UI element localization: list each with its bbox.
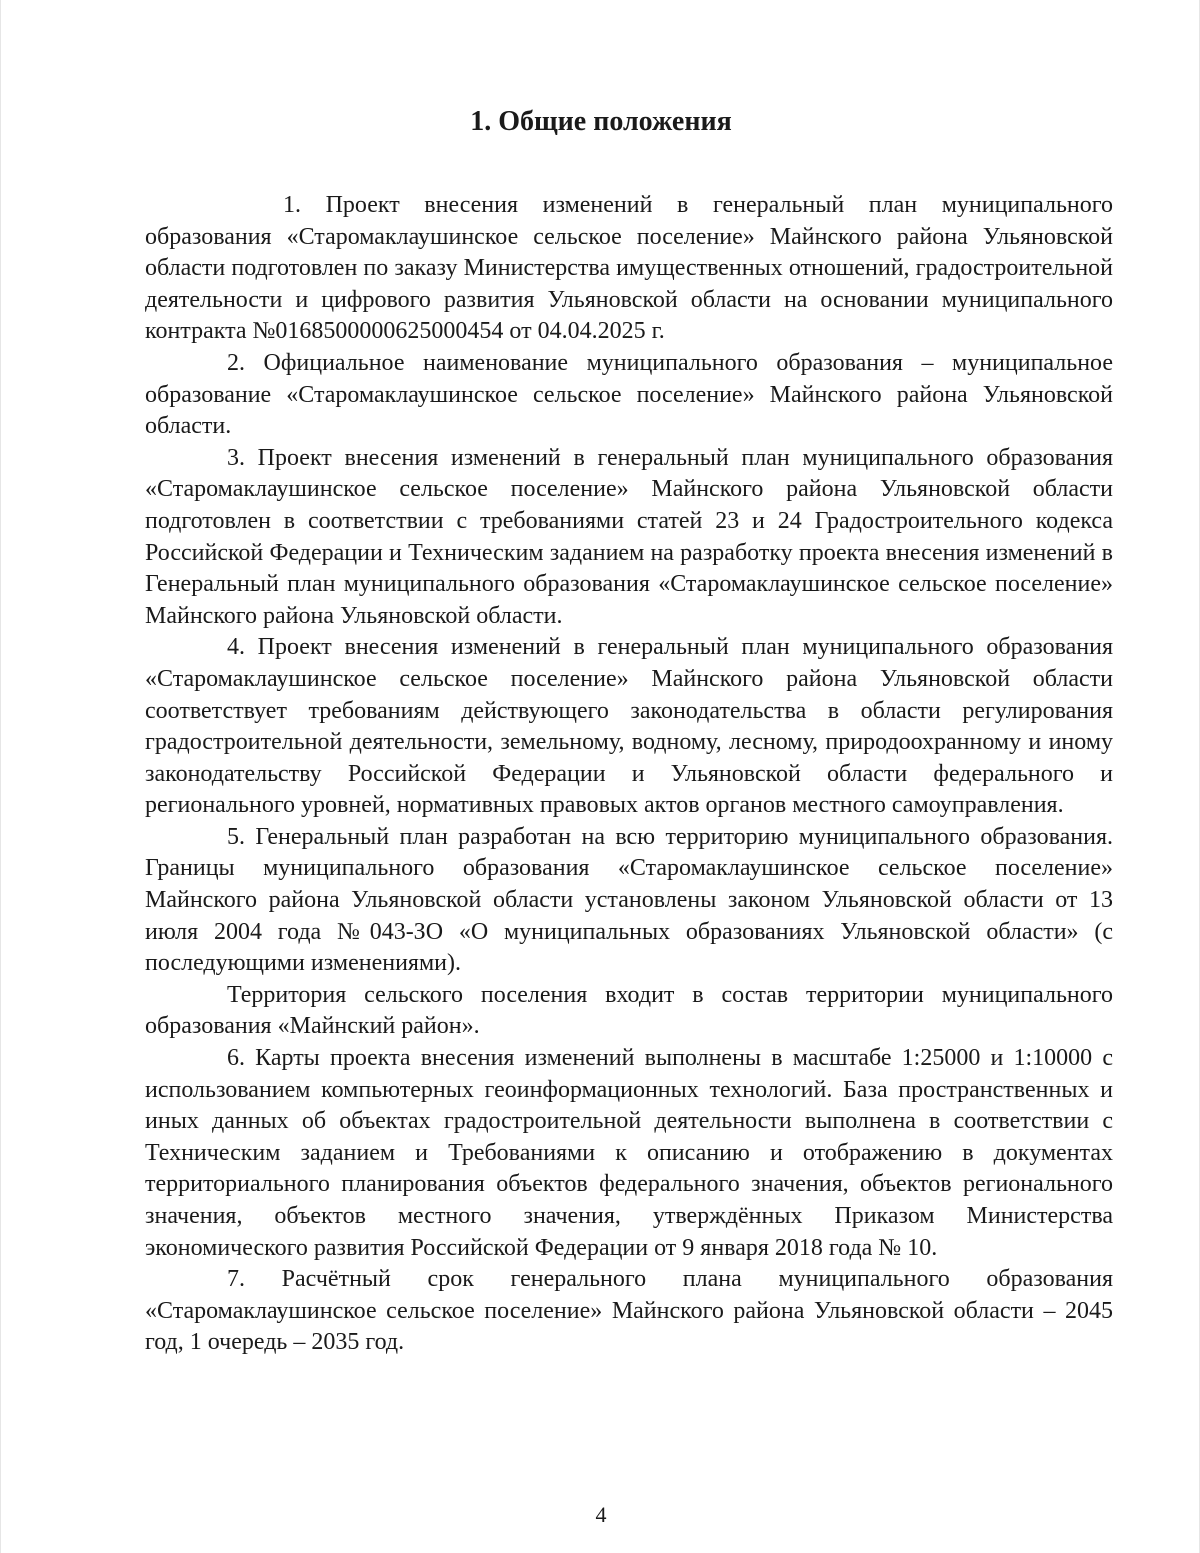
paragraph-2: 2. Официальное наименование муниципального образования – муниципальное образование «Старомаклаушинское сельское поселение» Майнского района Ульяновской области. bbox=[145, 349, 1113, 440]
paragraph-1: 1. Проект внесения изменений в генеральный план муниципального образования «Старомаклаушинское сельское поселение» Майнского района Ульяновской области подготовлен по заказу Министерства имущественных отношений, градостроительной деятельности и цифрового развития Ульяновской области на основании муниципального контракта №0168500000625000454 от 04.04.2025 г. bbox=[145, 192, 1113, 345]
paragraph-5-continued: Территория сельского поселения входит в состав территории муниципального образования «Майнский район». bbox=[145, 981, 1113, 1040]
document-body bbox=[145, 190, 1113, 1359]
paragraph-5: 5. Генеральный план разработан на всю территорию муниципального образования. Границы муниципального образования «Старомаклаушинское сельское поселение» Майнского района Ульяновской области установлены законом Ульяновской области от 13 июля 2004 года №043-ЗО «О муниципальных образованиях Ульяновской области» (с последующими изменениями). bbox=[145, 823, 1113, 977]
paragraph-6: 6. Карты проекта внесения изменений выполнены в масштабе 1:25000 и 1:10000 с использованием компьютерных геоинформационных технологий. База пространственных и иных данных об объектах градостроительной деятельности выполнена в соответствии с Техническим заданием и Требованиями к описанию и отображению в документах территориального планирования объектов федерального значения, объектов регионального значения, объектов местного значения, утверждённых Приказом Министерства экономического развития Российской Федерации от 9 января 2018 года № 10. bbox=[145, 1045, 1113, 1261]
page-number: 4 bbox=[595, 1502, 607, 1527]
paragraph-4: 4. Проект внесения изменений в генеральный план муниципального образования «Старомаклаушинское сельское поселение» Майнского района Ульяновской области соответствует требованиям действующего законодательства в области регулирования градостроительной деятельности, земельному, водному, лесному, природоохранному и иному законодательству Российской Федерации и Ульяновской области федерального и регионального уровней, нормативных правовых актов органов местного самоуправления. bbox=[145, 634, 1113, 819]
section-heading: 1. Общие положения bbox=[470, 106, 732, 137]
paragraph-7: 7. Расчётный срок генерального плана муниципального образования «Старомаклаушинское сельское поселение» Майнского района Ульяновской области – 2045 год, 1 очередь – 2035 год. bbox=[145, 1266, 1113, 1356]
paragraph-3: 3. Проект внесения изменений в генеральный план муниципального образования «Старомаклаушинское сельское поселение» Майнского района Ульяновской области подготовлен в соответствии с требованиями статей 23 и 24 Градостроительного кодекса Российской Федерации и Техническим заданием на разработку проекта внесения изменений в Генеральный план муниципального образования «Старомаклаушинское сельское поселение» Майнского района Ульяновской области. bbox=[145, 444, 1113, 629]
